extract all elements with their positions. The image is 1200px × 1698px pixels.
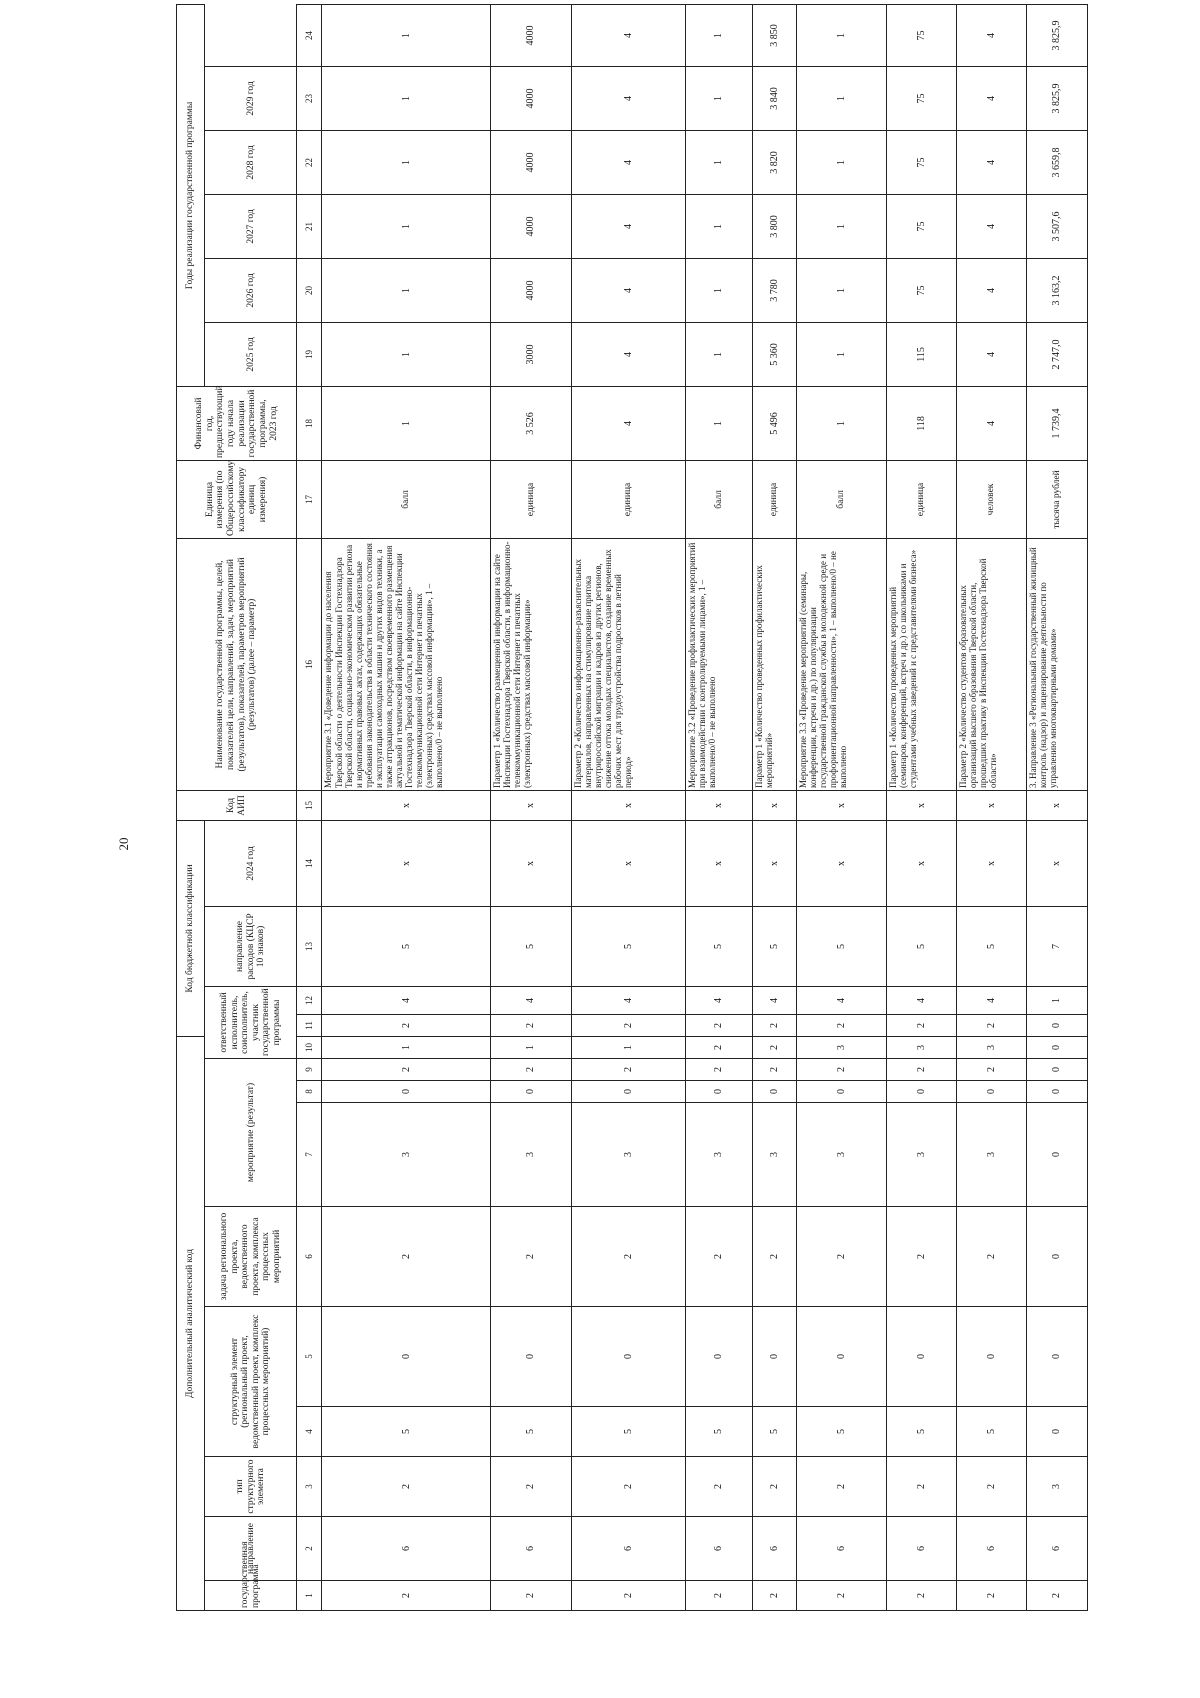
- column-number: 2: [297, 1517, 322, 1581]
- code-cell: x: [956, 820, 1026, 906]
- code-cell: 2: [956, 1059, 1026, 1081]
- header-direction: направление: [205, 1517, 297, 1581]
- code-cell: 5: [490, 906, 571, 986]
- code-cell: 2: [886, 1581, 956, 1611]
- header-unit: Единица измерения (по Общероссийскому классификатору единиц измерения): [177, 460, 297, 538]
- year-value-cell: 4000: [490, 258, 571, 322]
- column-number: 7: [297, 1103, 322, 1207]
- table-row: [797, 4, 887, 1610]
- code-cell: 0: [1026, 1103, 1087, 1207]
- code-cell: 5: [685, 1407, 753, 1457]
- code-cell: 6: [753, 1517, 797, 1581]
- header-executor: ответственный исполнитель, соисполнитель, участник государственной программы: [205, 986, 297, 1058]
- table-body: [322, 4, 1088, 1610]
- year-value-cell: 4: [956, 322, 1026, 386]
- row-name: 3. Направление 3 «Региональный государственный жилищный контроль (надзор) и лицензирование деятельности по управлению многоквартирными домами»: [1026, 538, 1087, 790]
- code-cell: 7: [1026, 906, 1087, 986]
- column-number: 1: [297, 1581, 322, 1611]
- code-cell: 1: [1026, 986, 1087, 1014]
- year-value-cell: 4: [956, 258, 1026, 322]
- year-value-cell: 1: [797, 4, 887, 66]
- row-name: Мероприятие 3.1 «Доведение информации до населения Тверской области о деятельности Инспекции Гостехнадзора Тверской области, социально-экономическом развитии региона и нормативных правовых актах, содержащих обязательные требования законодательства в области технического состояния и эксплуатации самоходных машин и других видов техники, а также аттракционов, посредством своевременного размещения актуальной и тематической информации на сайте Инспекции Гостехнадзора Тверской области, в информационно-телекоммуникационной сети Интернет и печатных (электронных) средствах массовой информации», 1 – выполнено/0 – не выполнено: [322, 538, 490, 790]
- unit-cell: единица: [753, 460, 797, 538]
- code-cell: 2: [753, 1581, 797, 1611]
- year-value-cell: 4: [571, 130, 685, 194]
- code-cell: 2: [797, 1014, 887, 1036]
- code-cell: 0: [571, 1307, 685, 1407]
- code-cell: 2: [571, 1457, 685, 1517]
- code-cell: 6: [1026, 1517, 1087, 1581]
- column-number: 21: [297, 194, 322, 258]
- year-value-cell: 4: [571, 258, 685, 322]
- code-cell: x: [753, 820, 797, 906]
- code-cell: 2: [490, 1581, 571, 1611]
- code-cell: 0: [1026, 1014, 1087, 1036]
- code-cell: 2: [322, 1457, 490, 1517]
- header-event: мероприятие (результат): [205, 1059, 297, 1207]
- column-number: 16: [297, 538, 322, 790]
- code-cell: 0: [685, 1081, 753, 1103]
- header-base-year: Финансовый год, предшествующий году начала реализации государственной программы, 2023 год: [177, 386, 297, 460]
- year-value-cell: 1: [685, 322, 753, 386]
- code-cell: 3: [797, 1036, 887, 1058]
- year-value-cell: 4: [571, 322, 685, 386]
- row-name: Параметр 1 «Количество проведенных мероприятий (семинаров, конференций, встреч и др.) со школьниками и студентами учебных заведений и с представителями бизнеса»: [886, 538, 956, 790]
- code-cell: 2: [685, 1036, 753, 1058]
- year-value-cell: 1: [685, 66, 753, 130]
- code-cell: 5: [956, 1407, 1026, 1457]
- header-type: тип структурного элемента: [205, 1457, 297, 1517]
- base-year-cell: 1 739,4: [1026, 386, 1087, 460]
- code-cell: 4: [571, 986, 685, 1014]
- code-cell: x: [1026, 820, 1087, 906]
- code-cell: 2: [886, 1207, 956, 1307]
- year-value-cell: 1: [322, 4, 490, 66]
- year-value-cell: 1: [685, 4, 753, 66]
- code-cell: 0: [956, 1307, 1026, 1407]
- code-cell: 2: [571, 1581, 685, 1611]
- year-value-cell: 3 507,6: [1026, 194, 1087, 258]
- column-number: 9: [297, 1059, 322, 1081]
- code-cell: 0: [886, 1307, 956, 1407]
- unit-cell: единица: [571, 460, 685, 538]
- code-cell: 4: [956, 986, 1026, 1014]
- code-cell: 4: [753, 986, 797, 1014]
- unit-cell: человек: [956, 460, 1026, 538]
- code-cell: 2: [685, 1581, 753, 1611]
- code-cell: x: [322, 820, 490, 906]
- code-cell: 0: [1026, 1036, 1087, 1058]
- code-cell: 3: [1026, 1457, 1087, 1517]
- year-value-cell: 1: [322, 130, 490, 194]
- year-value-cell: 4: [571, 4, 685, 66]
- code-cell: 5: [571, 906, 685, 986]
- code-cell: 2: [490, 1014, 571, 1036]
- code-cell: 2: [322, 1059, 490, 1081]
- year-value-cell: 4: [956, 4, 1026, 66]
- year-value-cell: 4000: [490, 194, 571, 258]
- column-number: 5: [297, 1307, 322, 1407]
- code-cell: 2: [797, 1581, 887, 1611]
- year-value-cell: 3 825,9: [1026, 4, 1087, 66]
- code-cell: 6: [490, 1517, 571, 1581]
- code-cell: 2: [1026, 1581, 1087, 1611]
- code-cell: 2: [956, 1457, 1026, 1517]
- column-number: 24: [297, 4, 322, 66]
- code-cell: 3: [753, 1103, 797, 1207]
- code-cell: 5: [797, 1407, 887, 1457]
- year-value-cell: 4000: [490, 4, 571, 66]
- row-name: Параметр 2 «Количество студентов образовательных организаций высшего образования Тверской области, прошедших практику в Инспекции Гостехнадзора Тверской области»: [956, 538, 1026, 790]
- year-value-cell: 3 850: [753, 4, 797, 66]
- code-cell: 2: [571, 1207, 685, 1307]
- code-cell: 0: [1026, 1081, 1087, 1103]
- code-cell: 2: [685, 1457, 753, 1517]
- base-year-cell: 4: [571, 386, 685, 460]
- code-cell: 5: [956, 906, 1026, 986]
- year-value-cell: 3 780: [753, 258, 797, 322]
- year-value-cell: 3 800: [753, 194, 797, 258]
- code-cell: 5: [886, 1407, 956, 1457]
- table-row: [571, 4, 685, 1610]
- code-cell: 0: [490, 1307, 571, 1407]
- column-number: 15: [297, 790, 322, 820]
- code-cell: 3: [685, 1103, 753, 1207]
- column-number: 12: [297, 986, 322, 1014]
- code-cell: 3: [322, 1103, 490, 1207]
- code-cell: 1: [571, 1036, 685, 1058]
- year-value-cell: 3 825,9: [1026, 66, 1087, 130]
- page-number: 20: [116, 837, 131, 851]
- table-row: [685, 4, 753, 1610]
- code-cell: 0: [322, 1307, 490, 1407]
- year-value-cell: 1: [797, 66, 887, 130]
- year-value-cell: 1: [322, 194, 490, 258]
- base-year-cell: 1: [322, 386, 490, 460]
- unit-cell: единица: [886, 460, 956, 538]
- row-name: Мероприятие 3.3 «Проведение мероприятий (семинары, конференции, встречи и др.) по популяризации государственной гражданской службы в молодежной среде и профориентационной направленности», 1 – выполнено/0 – не выполнено: [797, 538, 887, 790]
- code-cell: x: [571, 790, 685, 820]
- code-cell: 2: [886, 1014, 956, 1036]
- year-value-cell: 4000: [490, 66, 571, 130]
- code-cell: 2: [956, 1581, 1026, 1611]
- column-number: 18: [297, 386, 322, 460]
- code-cell: x: [685, 790, 753, 820]
- code-cell: 0: [1026, 1307, 1087, 1407]
- year-value-cell: 1: [685, 194, 753, 258]
- column-number: 3: [297, 1457, 322, 1517]
- code-cell: 3: [886, 1103, 956, 1207]
- code-cell: 6: [797, 1517, 887, 1581]
- code-cell: 5: [753, 1407, 797, 1457]
- code-cell: 3: [490, 1103, 571, 1207]
- column-number: 8: [297, 1081, 322, 1103]
- column-number: 19: [297, 322, 322, 386]
- year-value-cell: 5 360: [753, 322, 797, 386]
- code-cell: 6: [685, 1517, 753, 1581]
- code-cell: 2: [685, 1014, 753, 1036]
- year-value-cell: 4: [956, 130, 1026, 194]
- year-value-cell: 75: [886, 4, 956, 66]
- base-year-cell: 1: [685, 386, 753, 460]
- code-cell: 0: [571, 1081, 685, 1103]
- code-cell: 2: [685, 1207, 753, 1307]
- code-cell: 6: [956, 1517, 1026, 1581]
- code-cell: 5: [753, 906, 797, 986]
- year-value-cell: 3000: [490, 322, 571, 386]
- year-value-cell: 75: [886, 194, 956, 258]
- code-cell: 0: [490, 1081, 571, 1103]
- code-cell: x: [797, 820, 887, 906]
- code-cell: 4: [490, 986, 571, 1014]
- code-cell: 2: [753, 1207, 797, 1307]
- code-cell: x: [753, 790, 797, 820]
- code-cell: 6: [886, 1517, 956, 1581]
- table-row: [886, 4, 956, 1610]
- code-cell: x: [571, 820, 685, 906]
- code-cell: 0: [753, 1081, 797, 1103]
- header-year-2029: 2029 год: [205, 66, 297, 130]
- code-cell: x: [956, 790, 1026, 820]
- year-value-cell: 4: [956, 66, 1026, 130]
- year-value-cell: 75: [886, 258, 956, 322]
- code-cell: 4: [797, 986, 887, 1014]
- code-cell: 2: [886, 1059, 956, 1081]
- year-value-cell: 1: [322, 66, 490, 130]
- header-struct: структурный элемент (региональный проект, ведомственный проект, комплекс процессных мероприятий): [205, 1307, 297, 1457]
- program-table: [176, 4, 1088, 1611]
- year-value-cell: 3 840: [753, 66, 797, 130]
- year-value-cell: 1: [797, 194, 887, 258]
- code-cell: 2: [956, 1207, 1026, 1307]
- year-value-cell: 4000: [490, 130, 571, 194]
- year-value-cell: 3 659,8: [1026, 130, 1087, 194]
- code-cell: x: [685, 820, 753, 906]
- code-cell: x: [490, 790, 571, 820]
- code-cell: 0: [322, 1081, 490, 1103]
- header-additional-code: Дополнительный аналитический код: [177, 1036, 205, 1610]
- header-expense: направление расходов (КЦСР 10 знаков): [205, 906, 297, 986]
- code-cell: 5: [797, 906, 887, 986]
- header-years-group: Годы реализации государственной программы: [177, 4, 205, 386]
- code-cell: 2: [753, 1059, 797, 1081]
- base-year-cell: 5 496: [753, 386, 797, 460]
- code-cell: x: [886, 820, 956, 906]
- table-row: [956, 4, 1026, 1610]
- rotated-sheet: [176, 20, 1088, 1611]
- code-cell: 0: [797, 1307, 887, 1407]
- code-cell: 2: [490, 1059, 571, 1081]
- code-cell: 0: [797, 1081, 887, 1103]
- code-cell: 2: [571, 1059, 685, 1081]
- code-cell: 4: [685, 986, 753, 1014]
- code-cell: 0: [753, 1307, 797, 1407]
- base-year-cell: 1: [797, 386, 887, 460]
- code-cell: 3: [571, 1103, 685, 1207]
- year-value-cell: 3 163,2: [1026, 258, 1087, 322]
- year-value-cell: 1: [685, 130, 753, 194]
- year-value-cell: 75: [886, 130, 956, 194]
- code-cell: 0: [1026, 1207, 1087, 1307]
- row-name: Мероприятие 3.2 «Проведение профилактических мероприятий при взаимодействии с контролируемыми лицами», 1 – выполнено/0 – не выполнено: [685, 538, 753, 790]
- header-year-2027: 2027 год: [205, 194, 297, 258]
- header-year-2028: 2028 год: [205, 130, 297, 194]
- code-cell: 2: [797, 1457, 887, 1517]
- column-number: 23: [297, 66, 322, 130]
- code-cell: 0: [1026, 1407, 1087, 1457]
- code-cell: 2: [797, 1059, 887, 1081]
- unit-cell: балл: [685, 460, 753, 538]
- code-cell: 2: [753, 1036, 797, 1058]
- code-cell: 5: [490, 1407, 571, 1457]
- code-cell: 2: [571, 1014, 685, 1036]
- code-cell: 6: [322, 1517, 490, 1581]
- year-value-cell: 75: [886, 66, 956, 130]
- header-task: задача регионального проекта, ведомственного проекта, комплекса процессных мероприятий: [205, 1207, 297, 1307]
- header-year-2025: 2025 год: [205, 322, 297, 386]
- year-value-cell: 2 747,0: [1026, 322, 1087, 386]
- column-numbers-row: [297, 4, 322, 1610]
- code-cell: 5: [571, 1407, 685, 1457]
- code-cell: 5: [322, 906, 490, 986]
- column-number: 13: [297, 906, 322, 986]
- code-cell: 5: [685, 906, 753, 986]
- table-row: [322, 4, 490, 1610]
- code-cell: 3: [886, 1036, 956, 1058]
- code-cell: x: [886, 790, 956, 820]
- code-cell: 0: [685, 1307, 753, 1407]
- column-number: 14: [297, 820, 322, 906]
- unit-cell: балл: [322, 460, 490, 538]
- row-name: Параметр 2 «Количество информационно-разъяснительных материалов, направленных на стимулирование притока внутрироссийской миграции и кадров из других регионов, снижение оттока молодых специалистов, создание временных рабочих мест для трудоустройства подростков в летний период»: [571, 538, 685, 790]
- code-cell: 3: [956, 1103, 1026, 1207]
- code-cell: 2: [753, 1457, 797, 1517]
- code-cell: 4: [322, 986, 490, 1014]
- column-number: 22: [297, 130, 322, 194]
- year-value-cell: 1: [685, 258, 753, 322]
- year-value-cell: 3 820: [753, 130, 797, 194]
- unit-cell: тысяча рублей: [1026, 460, 1087, 538]
- code-cell: 0: [886, 1081, 956, 1103]
- column-number: 20: [297, 258, 322, 322]
- header-year-2026: 2026 год: [205, 258, 297, 322]
- header-program: государственная программа: [205, 1581, 297, 1611]
- code-cell: 0: [1026, 1059, 1087, 1081]
- header-name: Наименование государственной программы, целей, показателей цели, направлений, задач, мероприятий (результатов), показателей, параметров мероприятий (результатов) (далее – параметр): [177, 538, 297, 790]
- base-year-cell: 4: [956, 386, 1026, 460]
- code-cell: 2: [322, 1014, 490, 1036]
- table-row: [753, 4, 797, 1610]
- year-value-cell: 1: [797, 258, 887, 322]
- code-cell: 2: [322, 1207, 490, 1307]
- header-kod-aip: Код АИП: [177, 790, 297, 820]
- year-value-cell: 115: [886, 322, 956, 386]
- code-cell: 2: [685, 1059, 753, 1081]
- header-year-2024: 2024 год: [205, 820, 297, 906]
- code-cell: x: [1026, 790, 1087, 820]
- code-cell: 2: [490, 1207, 571, 1307]
- code-cell: 1: [322, 1036, 490, 1058]
- year-value-cell: 1: [322, 258, 490, 322]
- code-cell: x: [490, 820, 571, 906]
- table-row: [490, 4, 571, 1610]
- year-value-cell: 1: [797, 130, 887, 194]
- year-value-cell: 1: [797, 322, 887, 386]
- code-cell: 6: [571, 1517, 685, 1581]
- column-number: 6: [297, 1207, 322, 1307]
- code-cell: 4: [886, 986, 956, 1014]
- row-name: Параметр 1 «Количество проведенных профилактических мероприятий»: [753, 538, 797, 790]
- row-name: Параметр 1 «Количество размещенной информации на сайте Инспекции Гостехнадзора Тверской области, в информационно-телекоммуникационной сети Интернет и печатных (электронных) средствах массовой информации»: [490, 538, 571, 790]
- code-cell: 2: [797, 1207, 887, 1307]
- code-cell: 2: [956, 1014, 1026, 1036]
- code-cell: x: [322, 790, 490, 820]
- column-number: 11: [297, 1014, 322, 1036]
- unit-cell: единица: [490, 460, 571, 538]
- header-budget-code: Код бюджетной классификации: [177, 820, 205, 1036]
- code-cell: 5: [322, 1407, 490, 1457]
- unit-cell: балл: [797, 460, 887, 538]
- code-cell: x: [797, 790, 887, 820]
- code-cell: 0: [956, 1081, 1026, 1103]
- code-cell: 2: [753, 1014, 797, 1036]
- code-cell: 5: [886, 906, 956, 986]
- column-number: 10: [297, 1036, 322, 1058]
- code-cell: 2: [322, 1581, 490, 1611]
- table-row: [1026, 4, 1087, 1610]
- code-cell: 2: [490, 1457, 571, 1517]
- code-cell: 1: [490, 1036, 571, 1058]
- year-value-cell: 4: [571, 194, 685, 258]
- code-cell: 3: [956, 1036, 1026, 1058]
- code-cell: 3: [797, 1103, 887, 1207]
- year-value-cell: 4: [571, 66, 685, 130]
- base-year-cell: 3 526: [490, 386, 571, 460]
- base-year-cell: 118: [886, 386, 956, 460]
- code-cell: 2: [886, 1457, 956, 1517]
- year-value-cell: 1: [322, 322, 490, 386]
- column-number: 4: [297, 1407, 322, 1457]
- year-value-cell: 4: [956, 194, 1026, 258]
- column-number: 17: [297, 460, 322, 538]
